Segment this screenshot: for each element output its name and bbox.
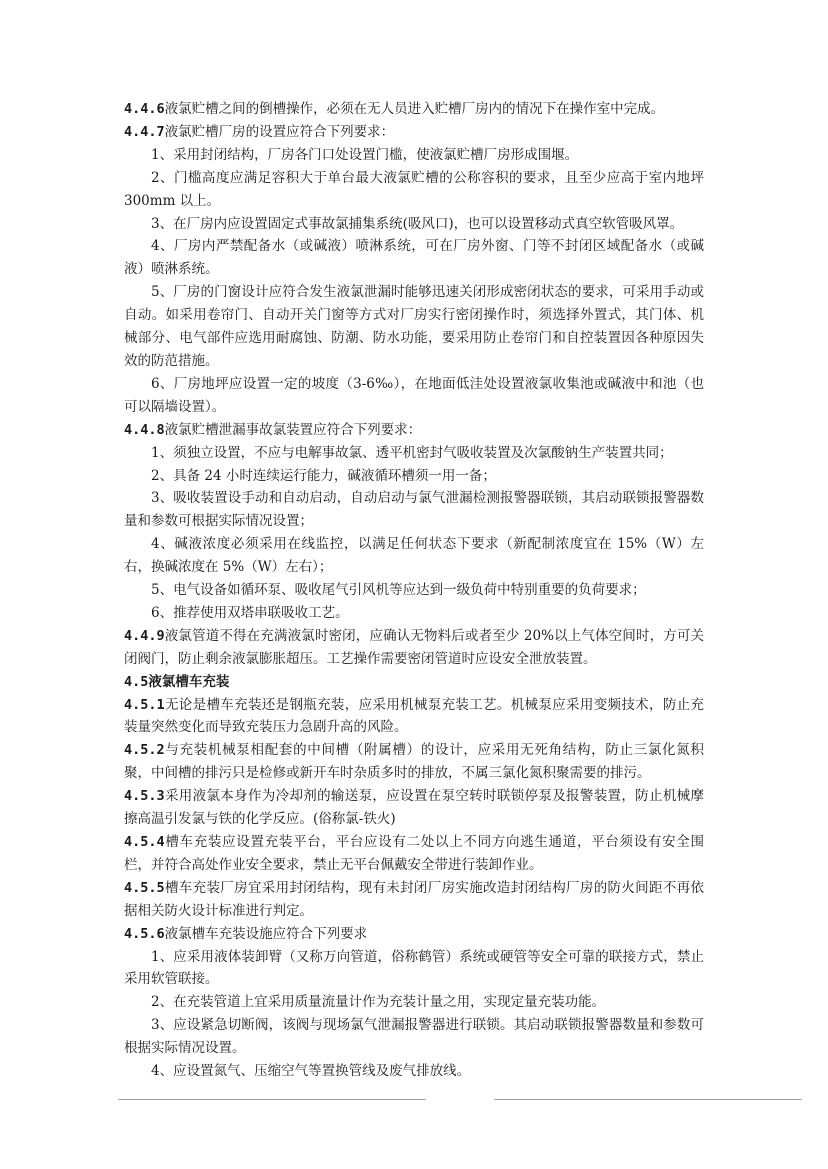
clause-number: 4.4.8	[124, 421, 165, 438]
list-item: 3、应设紧急切断阀，该阀与现场氯气泄漏报警器进行联锁。其启动联锁报警器数量和参数可根据实际情况设置。	[124, 1017, 704, 1057]
section-number: 4.5	[124, 673, 149, 690]
list-item: 2、具备 24 小时连续运行能力，碱液循环槽须一用一备；	[151, 467, 496, 484]
clause-text: 与充装机械泵相配套的中间槽（附属槽）的设计，应采用无死角结构，防止三氯化氮积聚，中间槽的排污只是检修或新开车时杂质多时的排放，不属三氯化氮积聚需要的排污。	[124, 742, 704, 782]
clause-text: 采用液氯本身作为冷却剂的输送泵，应设置在泵空转时联锁停泵及报警装置，防止机械摩擦高温引发氯与铁的化学反应。(俗称氯-铁火)	[124, 788, 704, 828]
clause-4-5-3	[124, 785, 704, 831]
clause-4-4-6	[124, 98, 704, 121]
list-item: 6、推荐使用双塔串联吸收工艺。	[151, 604, 349, 621]
clause-number: 4.5.5	[124, 879, 165, 896]
clause-4-5-2	[124, 739, 704, 785]
clause-text: 液氯贮槽泄漏事故氯装置应符合下列要求：	[164, 421, 422, 438]
clause-4-5-5	[124, 877, 704, 923]
clause-4-5-4	[124, 831, 704, 877]
list-item: 2、在充装管道上宜采用质量流量计作为充装计量之用，实现定量充装功能。	[151, 994, 606, 1011]
clause-number: 4.4.6	[124, 101, 165, 117]
clause-text: 槽车充装厂房宜采用封闭结构，现有未封闭厂房实施改造封闭结构厂房的防火间距不再依据相关防火设计标准进行判定。	[124, 879, 704, 919]
clause-4-4-9	[124, 625, 704, 671]
clause-number: 4.4.9	[124, 627, 165, 644]
clause-number: 4.5.1	[124, 696, 165, 713]
clause-number: 4.5.6	[124, 925, 165, 942]
clause-text: 槽车充装应设置充装平台，平台应设有二处以上不同方向逃生通道，平台须设有安全围栏，并符合高处作业安全要求，禁止无平台佩戴安全带进行装卸作业。	[124, 834, 704, 873]
clause-4-4-7	[124, 121, 704, 144]
list-item: 3、在厂房内应设置固定式事故氯捕集系统(吸风口)，也可以设置移动式真空软管吸风罩。	[151, 215, 684, 232]
clause-text: 无论是槽车充装还是钢瓶充装，应采用机械泵充装工艺。机械泵应采用变频技术，防止充装量突然变化而导致充装压力急剧升高的风险。	[124, 696, 704, 736]
clause-number: 4.5.4	[124, 834, 165, 850]
clause-4-5-6	[124, 923, 704, 946]
clause-text: 液氯管道不得在充满液氯时密闭，应确认无物料后或者至少 20%以上气体空间时，方可关闭阀门，防止剩余液氯膨胀超压。工艺操作需要密闭管道时应设安全泄放装置。	[124, 627, 704, 667]
list-item: 3、吸收装置设手动和自动启动，自动启动与氯气泄漏检测报警器联锁，其启动联锁报警器数量和参数可根据实际情况设置；	[124, 490, 704, 530]
section-title: 液氯槽车充装	[148, 673, 230, 690]
footer-divider-left	[118, 1099, 426, 1100]
list-item: 1、应采用液体装卸臂（又称万向管道，俗称鹤管）系统或硬管等安全可靠的联接方式，禁止采用软管联接。	[124, 948, 704, 988]
list-item: 5、电气设备如循环泵、吸收尾气引风机等应达到一级负荷中特别重要的负荷要求；	[151, 582, 646, 599]
list-item: 2、门槛高度应满足容积大于单台最大液氯贮槽的公称容积的要求，且至少应高于室内地坪 300mm 以上。	[124, 169, 704, 209]
clause-text: 液氯贮槽之间的倒槽操作，必须在无人员进入贮槽厂房内的情况下在操作室中完成。	[164, 101, 665, 117]
list-item: 4、应设置氮气、压缩空气等置换管线及废气排放线。	[151, 1063, 471, 1080]
clause-text: 液氯槽车充装设施应符合下列要求	[164, 925, 368, 942]
list-item: 6、厂房地坪应设置一定的坡度（3-6‰），在地面低洼处设置液氯收集池或碱液中和池（也可以隔墙设置）。	[124, 375, 704, 415]
clause-text: 液氯贮槽厂房的设置应符合下列要求：	[164, 123, 395, 140]
list-item: 4、厂房内严禁配备水（或碱液）喷淋系统，可在厂房外窗、门等不封闭区域配备水（或碱液）喷淋系统。	[124, 238, 704, 278]
clause-number: 4.5.3	[124, 788, 165, 805]
list-item: 5、厂房的门窗设计应符合发生液氯泄漏时能够迅速关闭形成密闭状态的要求，可采用手动或自动。如采用卷帘门、自动开关门窗等方式对厂房实行密闭操作时，须选择外置式，其门体、机械部分、电气部件应选用耐腐蚀、防潮、防水功能，要采用防止卷帘门和自控装置因各种原因失效的防范措施。	[124, 284, 704, 369]
list-item: 4、碱液浓度必须采用在线监控，以满足任何状态下要求（新配制浓度宜在 15%（W）左右，换碱浓度在 5%（W）左右）；	[124, 536, 704, 576]
section-heading-4-5	[124, 671, 704, 694]
list-item: 1、须独立设置，不应与电解事故氯、透平机密封气吸收装置及次氯酸钠生产装置共同；	[151, 444, 673, 461]
list-item: 1、采用封闭结构，厂房各门口处设置门槛，使液氯贮槽厂房形成围堰。	[151, 146, 579, 163]
clause-number: 4.5.2	[124, 742, 165, 759]
document-body	[124, 98, 704, 1083]
clause-number: 4.4.7	[124, 123, 165, 140]
clause-4-4-8	[124, 419, 704, 442]
clause-4-5-1	[124, 694, 704, 740]
footer-divider-right	[494, 1099, 802, 1100]
